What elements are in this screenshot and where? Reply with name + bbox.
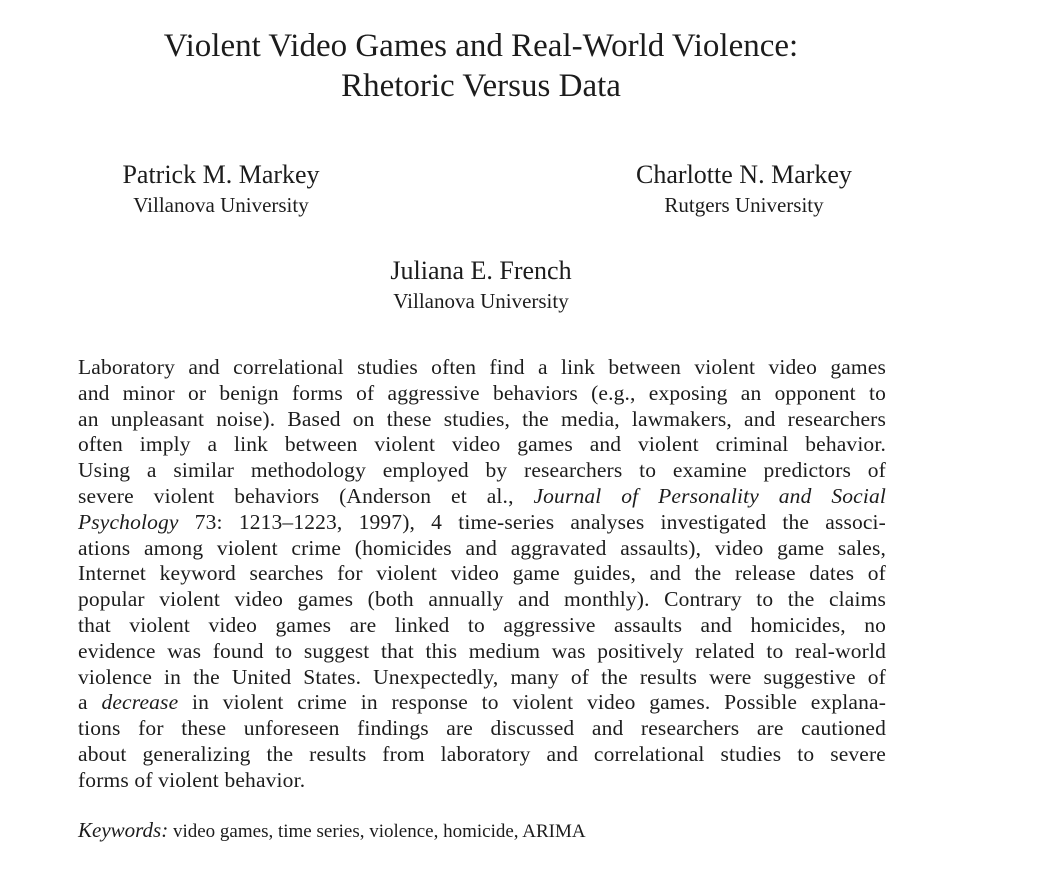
abstract-line: [78, 484, 886, 510]
abstract-line: violence in the United States. Unexpectedly, many of the results were suggestive of: [78, 664, 886, 689]
author-affiliation: Villanova University: [393, 289, 569, 313]
abstract-line: Using a similar methodology employed by researchers to examine predictors of: [78, 458, 886, 483]
author-name: Patrick M. Markey: [122, 160, 320, 189]
title-line-2: Rhetoric Versus Data: [341, 68, 621, 104]
journal-name: Psychology: [78, 509, 179, 534]
abstract-line: Internet keyword searches for violent video game guides, and the release dates of: [78, 561, 886, 586]
abstract-line: forms of violent behavior.: [78, 767, 306, 792]
author-name: Juliana E. French: [390, 256, 572, 285]
abstract-text: 73: 1213–1223, 1997), 4 time-series analyses investigated the associ-: [178, 509, 886, 534]
title-line-1: Violent Video Games and Real-World Violence:: [163, 28, 799, 64]
author-block: [96, 160, 346, 218]
abstract-line: and minor or benign forms of aggressive behaviors (e.g., exposing an opponent to: [78, 380, 886, 405]
keywords-list: video games, time series, violence, homicide, ARIMA: [168, 821, 586, 842]
keywords: [78, 818, 886, 844]
abstract-line: often imply a link between violent video games and violent criminal behavior.: [78, 432, 886, 457]
author-affiliation: Villanova University: [133, 193, 309, 217]
abstract-line: about generalizing the results from laboratory and correlational studies to severe: [78, 741, 886, 766]
abstract-text: in violent crime in response to violent video games. Possible explana-: [178, 690, 887, 715]
abstract-text: a: [78, 690, 102, 715]
abstract-line: tions for these unforeseen findings are discussed and researchers are cautioned: [78, 716, 886, 741]
abstract-line: popular violent video games (both annually and monthly). Contrary to the claims: [78, 587, 886, 612]
abstract-text: severe violent behaviors (Anderson et al.,: [78, 483, 534, 508]
abstract-line: evidence was found to suggest that this medium was positively related to real-world: [78, 638, 886, 663]
abstract-line: that violent video games are linked to aggressive assaults and homicides, no: [78, 612, 886, 637]
abstract-line: Laboratory and correlational studies often find a link between violent video games: [78, 355, 886, 379]
abstract: [78, 355, 886, 794]
abstract-line: [78, 690, 886, 716]
emphasis-text: decrease: [101, 690, 179, 715]
abstract-line: [78, 510, 886, 536]
abstract-line: ations among violent crime (homicides and aggravated assaults), video game sales,: [78, 535, 886, 560]
author-affiliation: Rutgers University: [664, 193, 824, 217]
journal-name: Journal of Personality and Social: [533, 483, 886, 508]
paper-title: [0, 26, 962, 106]
author-name: Charlotte N. Markey: [636, 160, 852, 189]
abstract-line: an unpleasant noise). Based on these studies, the media, lawmakers, and researchers: [78, 406, 886, 431]
author-block: [360, 256, 602, 314]
author-block: [612, 160, 876, 218]
keywords-label: Keywords:: [78, 818, 169, 842]
